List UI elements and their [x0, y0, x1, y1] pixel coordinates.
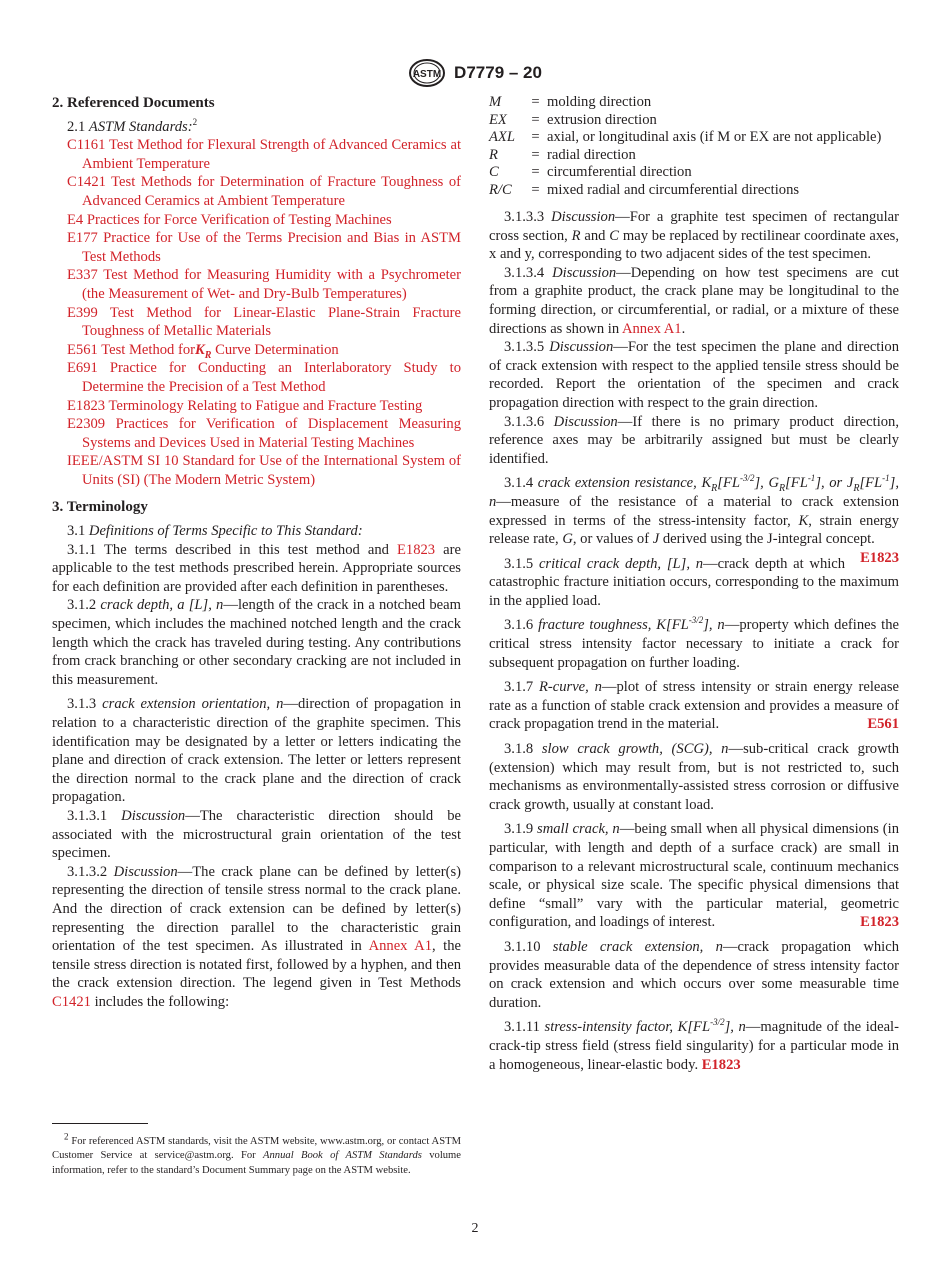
legend-row: R/C = mixed radial and circumferential directions: [489, 181, 800, 198]
section-2-title: 2. Referenced Documents: [52, 95, 215, 111]
reference-title: Practices for Force Verification of Testing Machines: [86, 211, 392, 228]
reference-link[interactable]: E1823: [67, 397, 106, 414]
discussion-3-1-3-3: 3.1.3.3 Discussion—For a graphite test specimen of rectangular cross section, R and C may be replaced by rectilinear coordinate axes, x and y, corresponding to two adjacent sides of the test specimen.: [489, 209, 900, 263]
reference-link[interactable]: E4: [67, 211, 84, 228]
reference-title: Standard for Use of the International System of Units (SI) (The Modern Metric System): [82, 453, 461, 488]
reference-item: [52, 173, 461, 210]
page-header: [0, 58, 950, 88]
orientation-legend: [489, 94, 899, 199]
reference-link[interactable]: IEEE/ASTM SI 10: [67, 453, 179, 470]
reference-link[interactable]: C1421: [52, 993, 91, 1010]
discussion-3-1-3-1: 3.1.3.1 Discussion—The characteristic direction should be associated with the microstructural grain orientation of the test specimen.: [52, 807, 461, 862]
definition-critical-crack-depth: 3.1.5 critical crack depth, [L], n—crack depth at which catastrophic fracture initiation occurs, corresponding to the maximum in the applied load.: [489, 555, 899, 609]
reference-link[interactable]: E1823: [701, 1056, 741, 1073]
svg-text:ASTM: ASTM: [412, 69, 442, 80]
reference-link[interactable]: E399: [67, 304, 98, 321]
reference-title: Practice for Conducting an Interlaboratory Study to Determine the Precision of a Test Method: [82, 360, 461, 395]
definition-fracture-toughness: 3.1.6 fracture toughness, $K[FL^{-3/2}]$, n—property which defines the critical stress intensity factor necessary to initiate a crack for subsequent propagation on further loading.: [489, 615, 899, 671]
reference-link[interactable]: E2309: [67, 416, 106, 433]
reference-link[interactable]: E561: [67, 341, 98, 358]
reference-title: Test Method for Measuring Humidity with a Psychrometer (the Measurement of Wet- and Dry-Bulb Temperatures): [82, 267, 462, 302]
page-number: 2: [471, 1221, 479, 1236]
legend-row: M = molding direction: [489, 94, 652, 110]
reference-title: Test Method for Linear-Elastic Plane-Strain Fracture Toughness of Metallic Materials: [82, 304, 462, 340]
reference-link[interactable]: C1161: [67, 137, 106, 154]
definition-crack-extension-orientation: 3.1.3 crack extension orientation, n—direction of propagation in relation to a characteristic direction of the graphite specimen. This identification may be designated by a letter or letters indicating the plane and direction of crack extension. The letter or letters represent the direction normal to the crack plane and the direction of crack propagation.: [52, 696, 461, 806]
section-3-title: 3. Terminology: [52, 499, 148, 516]
reference-link[interactable]: E1823: [397, 541, 436, 558]
definition-r-curve: 3.1.7 R-curve, n—plot of stress intensity or strain energy release rate as a function of stable crack extension and provides a measure of crack propagation trend in the material. E561: [489, 679, 899, 733]
reference-item: [52, 304, 461, 341]
definition-crack-depth: 3.1.2 crack depth, a [L], n—length of the crack in a notched beam specimen, which includes the machined notched length and the crack length which the crack has traveled during testing. Any contributions from crack branching or other secondary cracking are not included in this measurement.: [52, 597, 461, 688]
standard-designation: D7779 – 20: [454, 63, 542, 82]
reference-link[interactable]: C1421: [67, 174, 106, 191]
definition-small-crack: 3.1.9 small crack, n—being small when all physical dimensions (in particular, with length and depth of a surface crack) are small in comparison to a relevant microstructural scale, continuum mechanics scale, or physical size scale. The specific physical dimensions that define “small” vary with the particular material, geometric configuration, and loadings of interest. E1823: [489, 821, 899, 931]
reference-title: Practices for Verification of Displacement Measuring Systems and Devices Used in Material Testing Machines: [82, 416, 461, 451]
discussion-3-1-3-4: 3.1.3.4 Discussion—Depending on how test specimens are cut from a graphite product, the crack plane may be longitudinal to the forming direction, or circumferential, or radial, or a mixture of these directions as shown in Annex A1.: [489, 264, 899, 337]
discussion-3-1-3-6: 3.1.3.6 Discussion—If there is no primary product direction, reference axes may be arbitrarily assigned but must be clearly identified.: [489, 413, 899, 467]
reference-link[interactable]: E177: [67, 230, 98, 247]
reference-link[interactable]: E691: [67, 360, 98, 377]
reference-link[interactable]: Annex A1: [368, 938, 433, 955]
legend-row: C = circumferential direction: [489, 164, 692, 180]
definition-crack-extension-resistance: 3.1.4 crack extension resistance, $K_R[FL^{-3/2}]$, $G_R[FL^{-1}]$, or $J_R[FL^{-1}]$, n—measure of the resistance of a material to crack extension expressed in terms of the stress-intensity factor, K, strain energy release rate, G, or values of J derived using the J-integral concept. E1823: [489, 473, 900, 566]
reference-item: [52, 397, 461, 416]
left-column: [52, 94, 461, 1012]
astm-standards-heading: 2.1 ASTM Standards:$^2$: [67, 116, 198, 135]
reference-title: Practice for Use of the Terms Precision and Bias in ASTM Test Methods: [82, 230, 461, 265]
definition-stress-intensity-factor: 3.1.11 stress-intensity factor, $K[FL^{-3/2}]$, n—magnitude of the ideal-crack-tip stress field (stress field singularity) for a particular mode in a homogeneous, linear-elastic body. E1823: [489, 1017, 899, 1073]
definition-slow-crack-growth: 3.1.8 slow crack growth, (SCG), n—sub-critical crack growth (extension) which may result from, but is not restricted to, such mechanisms as environmentally-assisted stress corrosion or diffusive crack growth, usually at constant load.: [489, 741, 899, 813]
reference-item: [52, 452, 461, 489]
reference-link[interactable]: E561: [867, 716, 899, 733]
legend-row: AXL = axial, or longitudinal axis (if M or EX are not applicable): [489, 129, 882, 145]
footnote-rule: [52, 1123, 148, 1124]
reference-title: Test Method for Flexural Strength of Advanced Ceramics at Ambient Temperature: [82, 137, 461, 172]
reference-item: [52, 359, 461, 396]
footnote: $^2$ For referenced ASTM standards, visit the ASTM website, www.astm.org, or contact ASTM Customer Service at service@astm.org. For Annual Book of ASTM Standards volume information, refer to the standard’s Document Summary page on the ASTM website.: [52, 1131, 461, 1176]
reference-title: Terminology Relating to Fatigue and Fracture Testing: [108, 397, 423, 414]
reference-item: [52, 415, 461, 452]
reference-title: Test Method forK$_R$ Curve Determination: [101, 341, 339, 361]
right-column: [489, 94, 899, 1074]
reference-link[interactable]: E1823: [860, 914, 899, 931]
reference-link[interactable]: E1823: [860, 549, 899, 566]
reference-item: [52, 136, 461, 173]
definition-stable-crack-extension: 3.1.10 stable crack extension, n—crack propagation which provides measurable data of the dependence of stress intensity factor on crack extension and which occurs over some measurable time duration.: [489, 938, 899, 1011]
reference-item: [52, 211, 461, 230]
astm-logo-icon: [408, 58, 446, 88]
paragraph-3-1-1: 3.1.1 The terms described in this test method and E1823 are applicable to the test methods prescribed herein. Appropriate sources for each definition are provided after each definition in parentheses.: [52, 541, 461, 595]
reference-item: [52, 341, 461, 360]
legend-row: R = radial direction: [489, 146, 636, 163]
discussion-3-1-3-2: 3.1.3.2 Discussion—The crack plane can be defined by letter(s) representing the direction of tensile stress normal to the crack plane. And the direction of crack extension can be defined by letter(s) representing the direction parallel to the characteristic grain orientation of the test specimen. As illustrated in Annex A1, the tensile stress direction is notated first, followed by a hyphen, and then the crack extension direction. The legend given in Test Methods C1421 includes the following:: [52, 863, 461, 1010]
legend-row: EX = extrusion direction: [489, 111, 657, 128]
reference-title: Test Methods for Determination of Fracture Toughness of Advanced Ceramics at Ambient Temperature: [82, 174, 461, 209]
reference-item: [52, 229, 461, 266]
discussion-3-1-3-5: 3.1.3.5 Discussion—For the test specimen the plane and direction of crack extension with respect to the applied tensile stress should be recorded. Report the orientation of the specimen and crack propagation direction with respect to the grain direction.: [489, 339, 899, 411]
definitions-heading: 3.1 Definitions of Terms Specific to This Standard:: [67, 523, 363, 540]
reference-link[interactable]: Annex A1: [621, 320, 682, 337]
reference-item: [52, 266, 461, 303]
reference-link[interactable]: E337: [67, 267, 98, 284]
